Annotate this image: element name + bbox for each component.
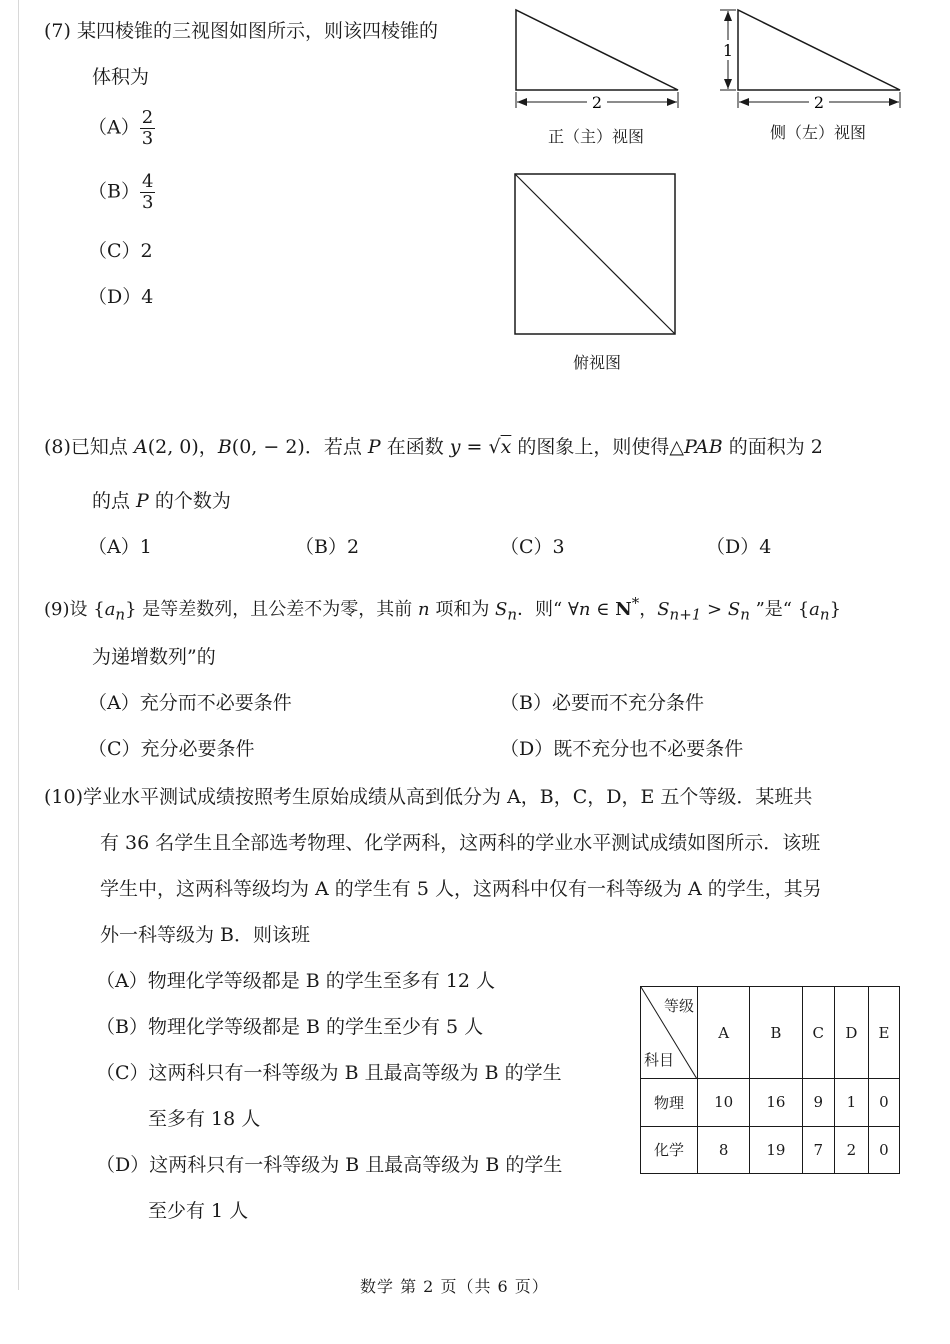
q7-option-c[interactable]: （C）2 [88, 240, 153, 262]
row-subject-physics: 物理 [641, 1079, 698, 1127]
sqrt-sign: √ [488, 436, 501, 458]
side-dim-arrow-left [739, 98, 749, 106]
q10-option-a[interactable]: （A）物理化学等级都是 B 的学生至多有 12 人 [96, 970, 496, 992]
grade-table [640, 986, 900, 1174]
q7-option-b[interactable] [88, 172, 155, 213]
table-cell: 10 [698, 1079, 750, 1127]
q8-option-b[interactable]: （B）2 [295, 536, 360, 558]
q9-line2: 为递增数列”的 [92, 646, 216, 668]
point-p: P [367, 436, 381, 458]
side-dim-arrow-bottom [724, 79, 732, 89]
corner-subject-label: 科目 [644, 1051, 675, 1069]
table-cell: 9 [802, 1079, 834, 1127]
q7-stem-line1: 某四棱锥的三视图如图所示，则该四棱锥的 [76, 20, 438, 42]
point-b: B [217, 436, 232, 458]
table-cell: 8 [698, 1126, 750, 1174]
q8-option-c[interactable]: （C）3 [500, 536, 565, 558]
table-cell: 0 [868, 1126, 899, 1174]
q9-option-a[interactable]: （A）充分而不必要条件 [88, 692, 292, 714]
q8-line1: (8)已知点 A(2, 0)，B(0, − 2)．若点 P 在函数 y = √x 的图象上，则使得△PAB 的面积为 2 [44, 436, 823, 458]
grade-header-b: B [750, 987, 802, 1079]
front-view-diagram [505, 8, 690, 116]
grade-header-d: D [835, 987, 869, 1079]
q7-option-d[interactable]: （D）4 [88, 286, 154, 308]
q8-number: (8) [44, 436, 71, 458]
front-view-triangle [516, 10, 678, 90]
q10-option-c[interactable]: （C）这两科只有一科等级为 B 且最高等级为 B 的学生 [96, 1062, 562, 1084]
table-cell: 0 [868, 1079, 899, 1127]
q7-option-a-fraction: $\frac{2}{3}$ [141, 107, 154, 149]
front-dim-label: 2 [591, 93, 603, 112]
side-dim-arrow-right [889, 98, 899, 106]
q7-line1 [44, 20, 438, 42]
q9-option-d[interactable]: （D）既不充分也不必要条件 [500, 738, 744, 760]
front-view-caption: 正（主）视图 [548, 127, 645, 146]
q7-option-b-label: （B） [88, 180, 140, 203]
table-cell: 2 [835, 1126, 869, 1174]
q9-option-b[interactable]: （B）必要而不充分条件 [500, 692, 704, 714]
grade-header-row [641, 987, 900, 1079]
side-dim-height-label: 1 [722, 41, 734, 60]
side-view-diagram [712, 8, 912, 116]
top-view-caption: 俯视图 [573, 353, 622, 372]
q7-option-b-fraction: $\frac{4}{3}$ [141, 171, 154, 213]
q8-option-d[interactable]: （D）4 [706, 536, 772, 558]
table-row [641, 1079, 900, 1127]
row-subject-chemistry: 化学 [641, 1126, 698, 1174]
q10-line2: 有 36 名学生且全部选考物理、化学两科，这两科的学业水平测试成绩如图所示．该班 [100, 832, 821, 854]
top-view-diagonal [515, 174, 675, 334]
top-view-diagram [513, 172, 679, 338]
side-dim-width-label: 2 [813, 93, 825, 112]
q10-line4: 外一科等级为 B．则该班 [100, 924, 311, 946]
q8-line2: 的点 P 的个数为 [92, 490, 231, 512]
grade-header-a: A [698, 987, 750, 1079]
table-cell: 16 [750, 1079, 802, 1127]
q7-number: (7) [44, 20, 71, 42]
q7-option-a[interactable] [88, 108, 155, 149]
side-dim-arrow-top [724, 11, 732, 21]
q8-option-a[interactable]: （A）1 [88, 536, 152, 558]
q10-option-c-line2: 至多有 18 人 [148, 1108, 261, 1130]
table-cell: 19 [750, 1126, 802, 1174]
table-cell: 7 [802, 1126, 834, 1174]
grade-corner-cell [641, 987, 698, 1079]
q10-option-d-line2: 至少有 1 人 [148, 1200, 249, 1222]
grade-header-e: E [868, 987, 899, 1079]
q10-option-b[interactable]: （B）物理化学等级都是 B 的学生至少有 5 人 [96, 1016, 484, 1038]
q10-option-d[interactable]: （D）这两科只有一科等级为 B 且最高等级为 B 的学生 [96, 1154, 563, 1176]
front-dim-arrow-left [517, 98, 527, 106]
page-footer: 数学 第 2 页（共 6 页） [360, 1277, 549, 1296]
table-row [641, 1126, 900, 1174]
grade-header-c: C [802, 987, 834, 1079]
triangle-pab: PAB [683, 436, 723, 458]
q9-number: (9) [44, 599, 70, 620]
q7-option-a-label: （A） [88, 116, 140, 139]
q9-option-c[interactable]: （C）充分必要条件 [88, 738, 255, 760]
table-cell: 1 [835, 1079, 869, 1127]
side-view-triangle [738, 10, 900, 90]
q10-line3: 学生中，这两科等级均为 A 的学生有 5 人，这两科中仅有一科等级为 A 的学生，其另 [100, 878, 822, 900]
q9-line1: (9)设 $\{a_n\}$ 是等差数列，且公差不为零，其前 n 项和为 $S_n$．则“ ∀n ∈ N*，$S_{n+1} > S_n$ ”是“ $\{a_n\}$ [44, 594, 842, 624]
point-a: A [133, 436, 148, 458]
q7-stem-line2: 体积为 [92, 66, 150, 88]
q10-line1: (10)学业水平测试成绩按照考生原始成绩从高到低分为 A，B，C，D，E 五个等级．某班共 [44, 786, 813, 808]
side-view-caption: 侧（左）视图 [770, 123, 867, 142]
front-dim-arrow-right [667, 98, 677, 106]
q10-number: (10) [44, 786, 84, 808]
page-border [18, 0, 19, 1290]
corner-grade-label: 等级 [663, 997, 694, 1015]
